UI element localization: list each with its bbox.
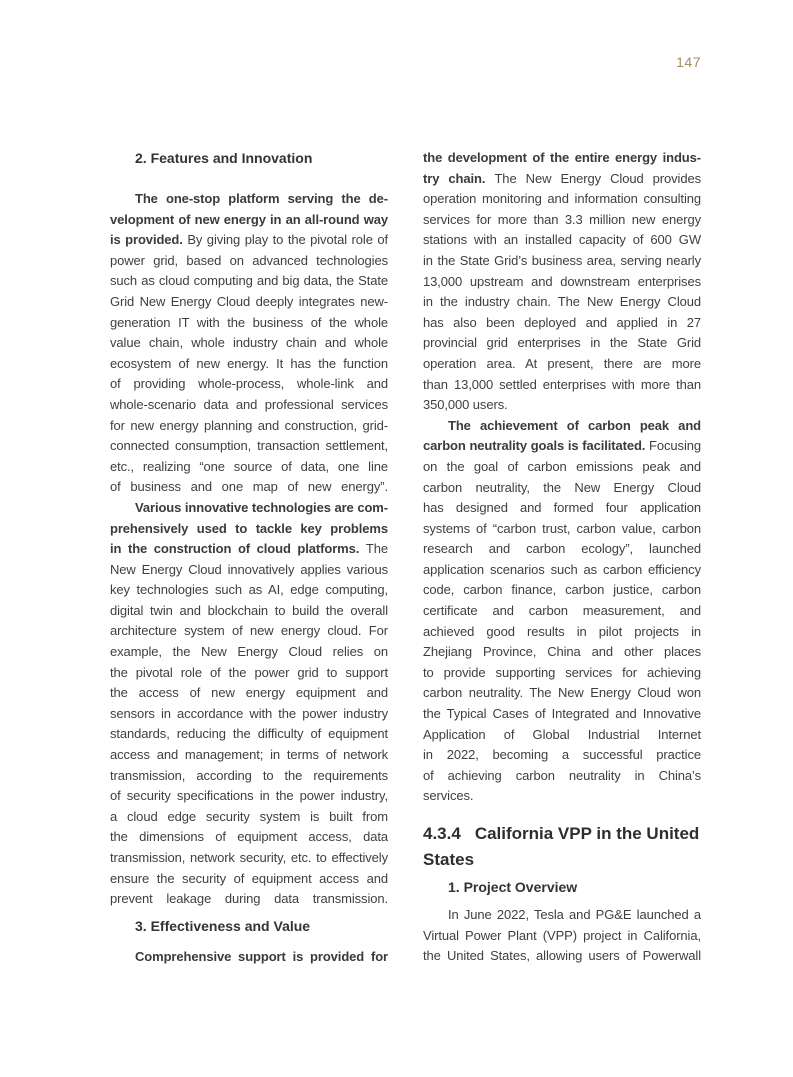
text-line: has also been deployed and applied in 27 <box>423 314 701 330</box>
text-line: code, carbon finance, carbon justice, carbon <box>423 582 701 598</box>
section-title: California VPP in the United <box>474 824 700 843</box>
text-line: Grid New Energy Cloud deeply integrates new- <box>110 293 388 309</box>
text-line: In June 2022, Tesla and PG&E launched a <box>448 907 701 922</box>
section-number: 4.3.4 <box>423 824 461 843</box>
text-line: provincial grid enterprises in the State Grid <box>423 335 701 351</box>
text-line: services. <box>423 788 474 804</box>
text-line: the access of new energy equipment and <box>110 685 388 701</box>
text-line: operation area. At present, there are more <box>423 355 701 371</box>
text-line: the Typical Cases of Integrated and Innovative <box>423 706 701 722</box>
text-line: transmission, network security, etc. to effectively <box>110 850 388 865</box>
section-title-continued: States <box>423 850 475 869</box>
text-line: ensure the security of equipment access and <box>110 870 388 886</box>
text-line: example, the New Energy Cloud relies on <box>110 644 388 660</box>
text-line: carbon neutrality, the New Energy Cloud <box>423 479 701 495</box>
text-line: power grid, based on advanced technologies <box>110 252 388 268</box>
text-line: try chain. The New Energy Cloud provides <box>423 170 701 186</box>
text-line: key technologies such as AI, edge computing, <box>110 582 388 598</box>
text-line: digital twin and blockchain to build the overall <box>110 602 388 618</box>
text-line: the United States, allowing users of Powerwall <box>423 948 701 964</box>
text-line: the development of the entire energy indus- <box>423 150 701 165</box>
text-line: certificate and carbon measurement, and <box>423 603 701 619</box>
text-line: operation monitoring and information consulting <box>423 191 701 207</box>
text-line: access and management; in terms of network <box>110 747 388 763</box>
subsection-heading: 2. Features and Innovation <box>135 150 313 166</box>
text-line: for new energy planning and construction, grid- <box>110 417 388 433</box>
text-line: is provided. By giving play to the pivotal role of <box>110 232 388 248</box>
subsection-heading: 1. Project Overview <box>448 879 578 895</box>
text-line: sensors in accordance with the power industry <box>110 705 388 721</box>
text-line: in 2022, becoming a successful practice <box>423 747 701 763</box>
text-line: on the goal of carbon emissions peak and <box>423 458 701 474</box>
text-line: in the State Grid’s business area, serving nearly <box>423 252 701 268</box>
text-line: systems of “carbon trust, carbon value, carbon <box>423 520 701 536</box>
section-heading <box>423 821 701 873</box>
text-line: value chain, whole industry chain and whole <box>110 335 388 351</box>
text-line: research and carbon ecology”, launched <box>423 541 701 557</box>
text-line: such as cloud computing and big data, the State <box>110 273 388 289</box>
text-line: a cloud edge security system is built from <box>110 808 388 824</box>
left-column <box>110 148 388 967</box>
text-line: 13,000 upstream and downstream enterprises <box>423 273 701 289</box>
text-line: has designed and formed four application <box>423 500 701 516</box>
text-line: ecosystem of new energy. It has the function <box>110 355 388 371</box>
text-line: connected consumption, transaction settlement, <box>110 438 388 454</box>
text-line: prevent leakage during data transmission. <box>110 891 388 907</box>
text-line: carbon neutrality goals is facilitated. Focusing <box>423 438 701 454</box>
text-line: of achieving carbon neutrality in China’s <box>423 767 701 783</box>
text-line: Virtual Power Plant (VPP) project in California, <box>423 927 701 943</box>
text-line: velopment of new energy in an all-round way <box>110 211 388 227</box>
text-line: New Energy Cloud innovatively applies various <box>110 561 388 577</box>
text-line: Various innovative technologies are com- <box>135 499 388 515</box>
page-number: 147 <box>676 54 701 70</box>
text-line: the pivotal role of the power grid to support <box>110 664 388 680</box>
text-line: prehensively used to tackle key problems <box>110 520 388 536</box>
text-line: achieved good results in pilot projects in <box>423 623 701 639</box>
text-line: Application of Global Industrial Internet <box>423 726 701 742</box>
text-line: Zhejiang Province, China and other places <box>423 644 701 660</box>
right-column <box>423 148 701 967</box>
text-line: in the construction of cloud platforms. The <box>110 541 388 557</box>
text-line: the dimensions of equipment access, data <box>110 829 388 845</box>
text-line: standards, reducing the difficulty of equipment <box>110 726 388 742</box>
text-line: The one-stop platform serving the de- <box>135 191 388 206</box>
text-line: transmission, according to the requirements <box>110 767 388 783</box>
text-line: 350,000 users. <box>423 397 508 413</box>
text-line: in the industry chain. The New Energy Cloud <box>423 294 701 310</box>
text-line: stations with an installed capacity of 600 GW <box>423 232 701 248</box>
text-line: of security specifications in the power industry, <box>110 788 388 804</box>
text-line: generation IT with the business of the whole <box>110 314 388 330</box>
text-line: of providing whole-process, whole-link and <box>110 376 388 392</box>
text-line: than 13,000 settled enterprises with more than <box>423 376 701 392</box>
text-line: Comprehensive support is provided for <box>135 948 388 964</box>
text-line: carbon neutrality. The New Energy Cloud won <box>423 685 701 701</box>
text-line: to provide supporting services for achieving <box>423 664 701 680</box>
subsection-heading: 3. Effectiveness and Value <box>135 917 311 934</box>
text-line: application scenarios such as carbon efficiency <box>423 561 701 577</box>
text-line: whole-scenario data and professional services <box>110 396 388 412</box>
text-line: etc., realizing “one source of data, one line <box>110 458 388 474</box>
text-line: of business and one map of new energy”. <box>110 479 388 495</box>
text-line: services for more than 3.3 million new energy <box>423 211 701 227</box>
text-line: architecture system of new energy cloud. For <box>110 623 388 639</box>
text-line: The achievement of carbon peak and <box>448 417 701 433</box>
